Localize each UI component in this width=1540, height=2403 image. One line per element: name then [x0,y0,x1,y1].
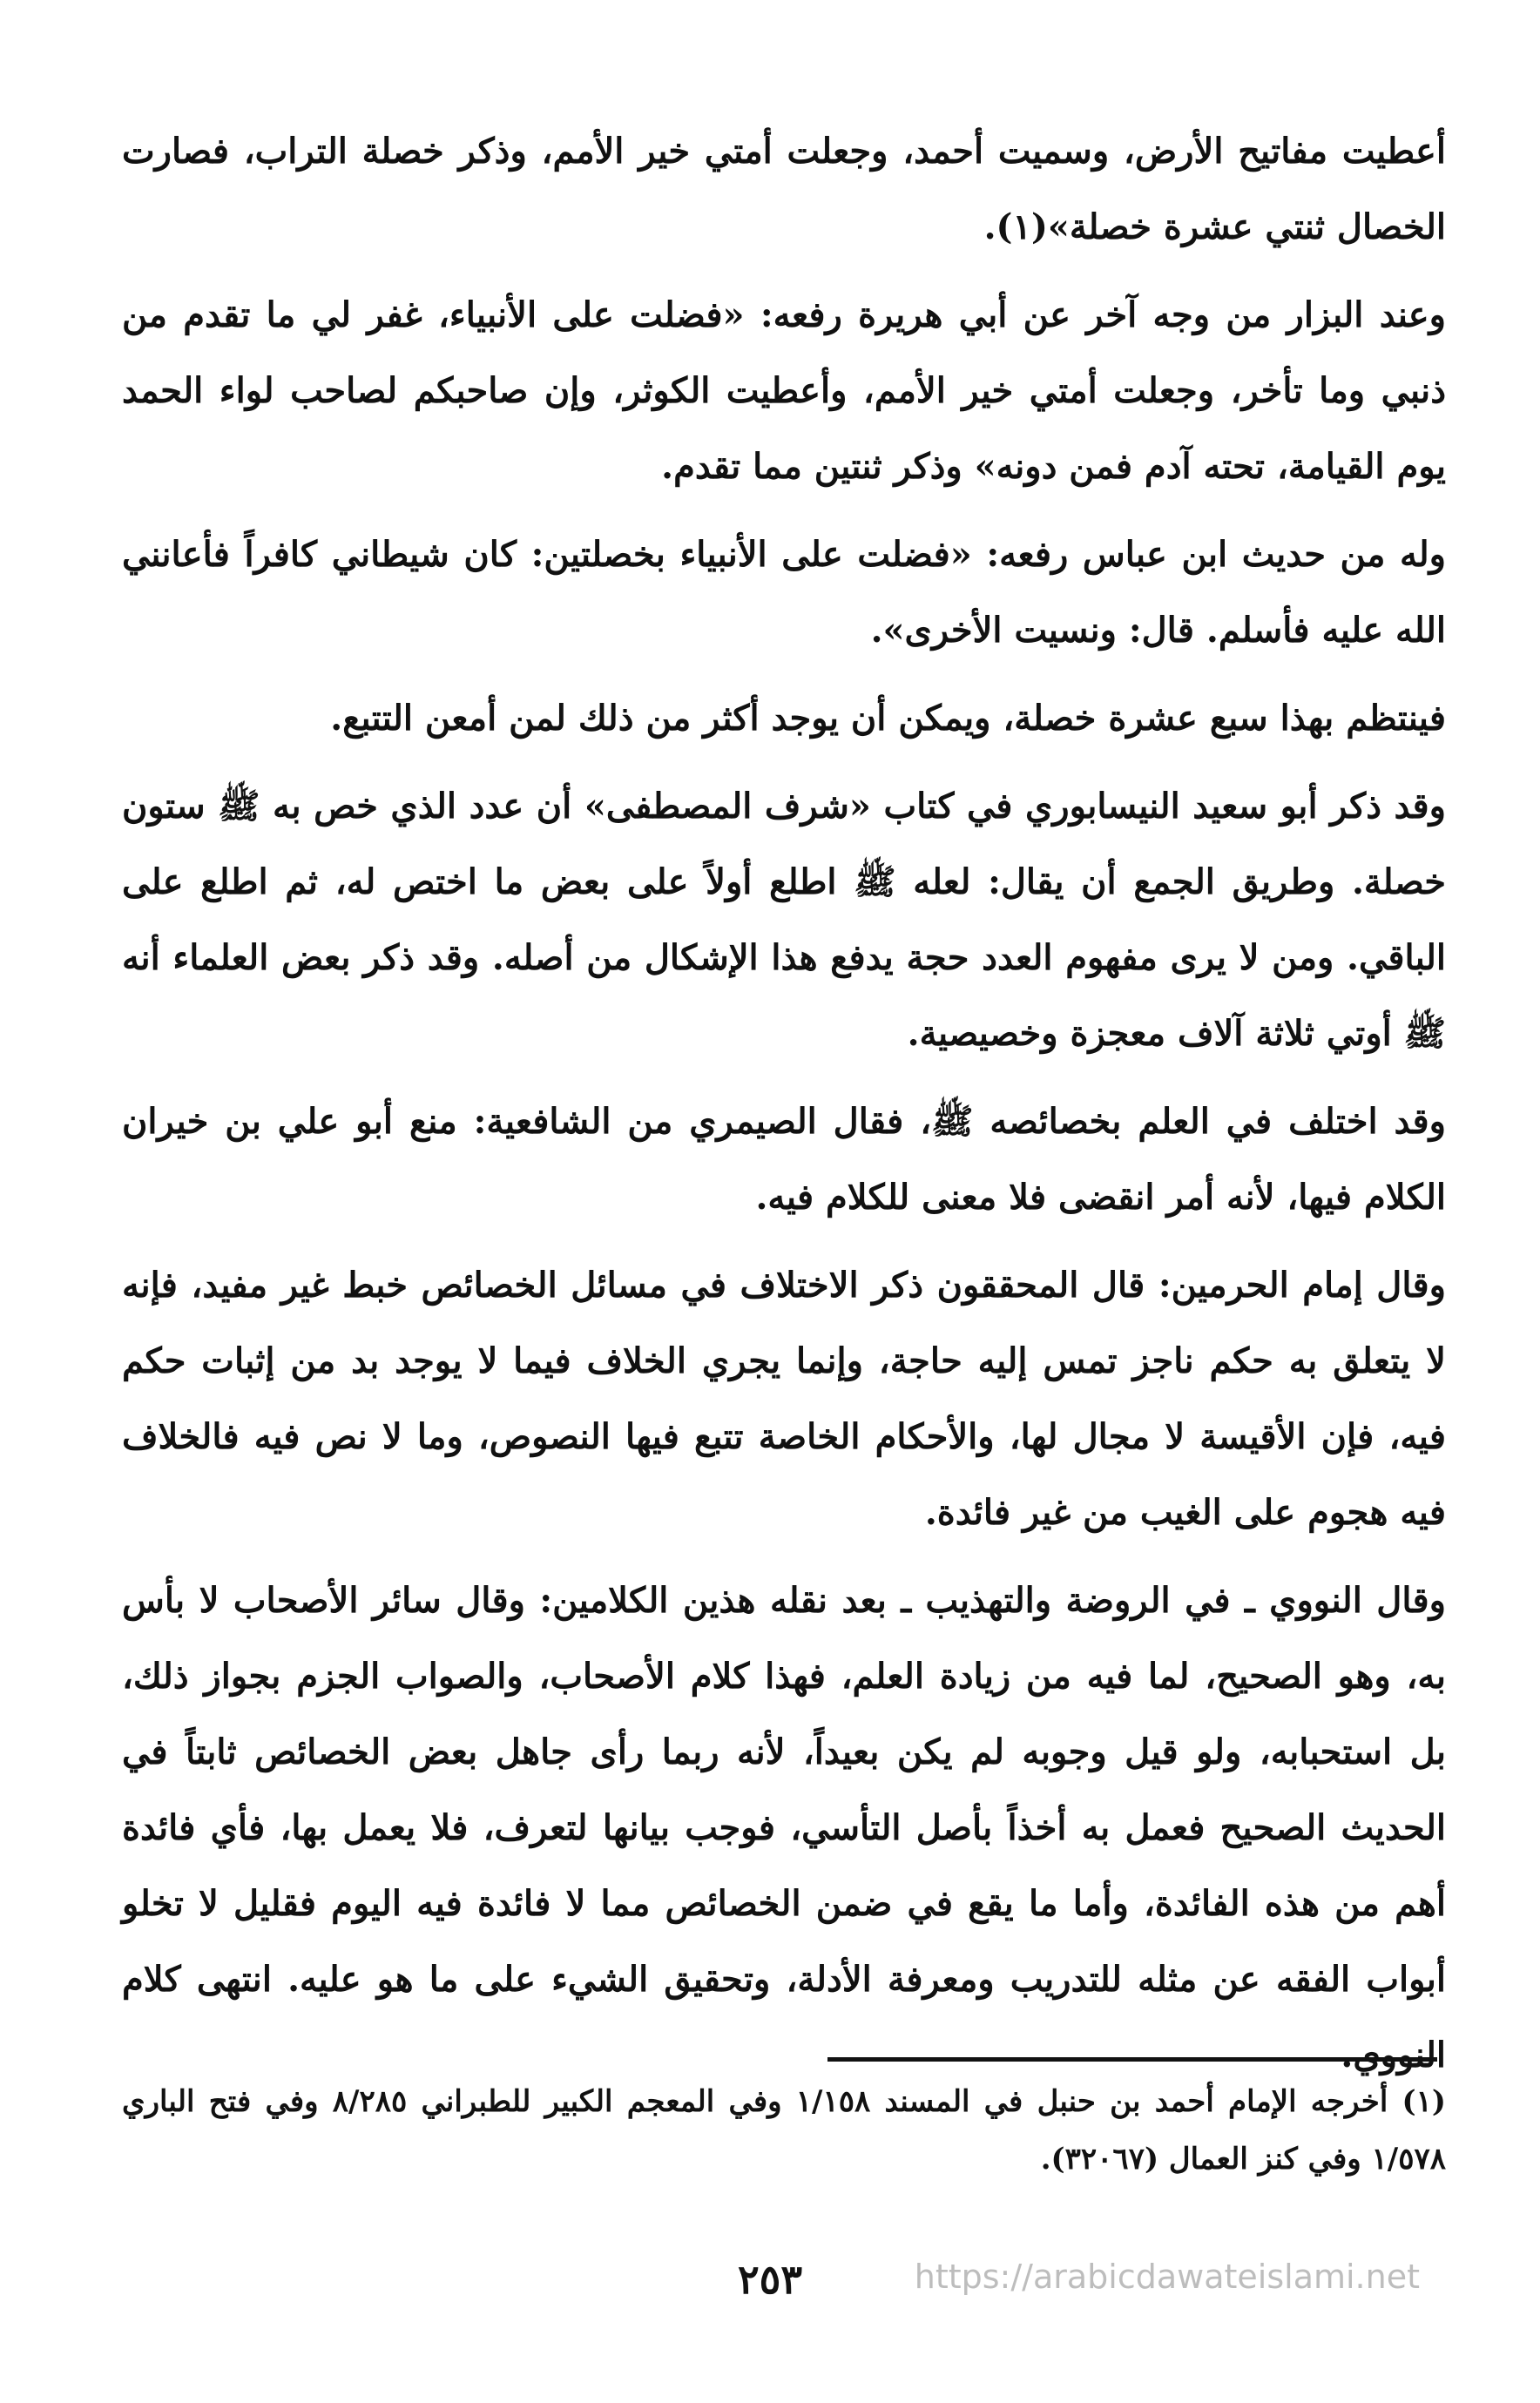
paragraph-8: وقال النووي ـ في الروضة والتهذيب ـ بعد نقله هذين الكلامين: وقال سائر الأصحاب لا بأس به، وهو الصحيح، لما فيه من زيادة العلم، فهذا كلام الأصحاب، والصواب الجزم بجواز ذلك، بل استحبابه، ولو قيل وجوبه لم يكن بعيداً، لأنه ربما رأى جاهل بعض الخصائص ثابتاً في الحديث الصحيح فعمل به أخذاً بأصل التأسي، فوجب بيانها لتعرف، فلا يعمل بها، فأي فائدة أهم من هذه الفائدة، وأما ما يقع في ضمن الخصائص مما لا فائدة فيه اليوم فقليل لا تخلو أبواب الفقه عن مثله للتدريب ومعرفة الأدلة، وتحقيق الشيء على ما هو عليه. انتهى كلام النووي. [122,1580,1447,2076]
footnote-divider [827,2057,1437,2062]
watermark-url: https://arabicdawateislami.net [914,2258,1420,2296]
paragraph-6: وقد اختلف في العلم بخصائصه ﷺ، فقال الصيمري من الشافعية: منع أبو علي بن خيران الكلام فيها، لأنه أمر انقضى فلا معنى للكلام فيه. [122,1101,1446,1218]
footnotes [122,2073,1446,2188]
paragraph-2: وعند البزار من وجه آخر عن أبي هريرة رفعه: «فضلت على الأنبياء، غفر لي ما تقدم من ذنبي وما تأخر، وجعلت أمتي خير الأمم، وأعطيت الكوثر، وإن صاحبكم لصاحب لواء الحمد يوم القيامة، تحته آدم فمن دونه» وذكر ثنتين مما تقدم. [122,294,1446,487]
paragraph-7: وقال إمام الحرمين: قال المحققون ذكر الاختلاف في مسائل الخصائص خبط غير مفيد، فإنه لا يتعلق به حكم ناجز تمس إليه حاجة، وإنما يجري الخلاف فيما لا يوجد بد من إثبات حكم فيه، فإن الأقيسة لا مجال لها، والأحكام الخاصة تتبع فيها النصوص، وما لا نص فيه فالخلاف فيه هجوم على الغيب من غير فائدة. [122,1265,1446,1533]
footnote-1: (١) أخرجه الإمام أحمد بن حنبل في المسند ١/١٥٨ وفي المعجم الكبير للطبراني ٨/٢٨٥ وفي فتح الباري ١/٥٧٨ وفي كنز العمال (٣٢٠٦٧). [122,2084,1446,2177]
main-text [122,113,1446,2105]
paragraph-5: وقد ذكر أبو سعيد النيسابوري في كتاب «شرف المصطفى» أن عدد الذي خص به ﷺ ستون خصلة. وطريق الجمع أن يقال: لعله ﷺ اطلع أولاً على بعض ما اختص له، ثم اطلع على الباقي. ومن لا يرى مفهوم العدد حجة يدفع هذا الإشكال من أصله. وقد ذكر بعض العلماء أنه ﷺ أوتي ثلاثة آلاف معجزة وخصيصية. [122,786,1446,1054]
paragraph-4: فينتظم بهذا سبع عشرة خصلة، ويمكن أن يوجد أكثر من ذلك لمن أمعن التتبع. [330,698,1446,739]
paragraph-3: وله من حديث ابن عباس رفعه: «فضلت على الأنبياء بخصلتين: كان شيطاني كافراً فأعانني الله عليه فأسلم. قال: ونسيت الأخرى». [122,534,1446,651]
page-number: ٢٥٣ [737,2256,803,2303]
paragraph-1: أعطيت مفاتيح الأرض، وسميت أحمد، وجعلت أمتي خير الأمم، وذكر خصلة التراب، فصارت الخصال ثنتي عشرة خصلة»(١). [122,131,1446,247]
